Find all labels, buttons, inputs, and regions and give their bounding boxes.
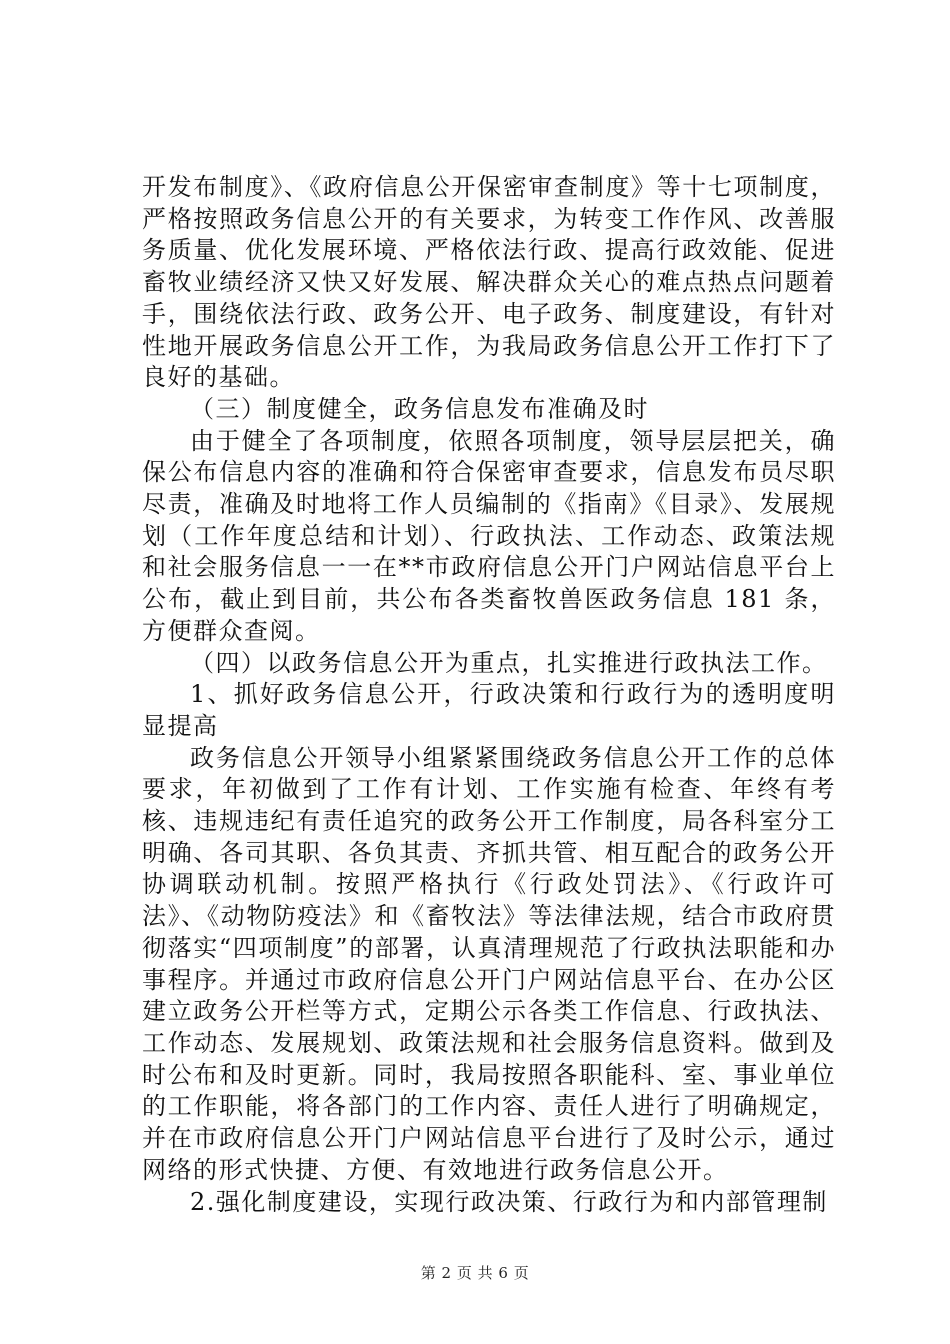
- document-body: [142, 172, 836, 1218]
- subheading-2: 2.强化制度建设，实现行政决策、行政行为和内部管理制: [190, 1187, 828, 1216]
- section-heading-3: （三）制度健全，政务信息发布准确及时: [190, 394, 649, 423]
- section-heading-4: （四）以政务信息公开为重点，扎实推进行政执法工作。: [190, 648, 828, 677]
- subheading-1: 1、抓好政务信息公开，行政决策和行政行为的透明度明显提高: [142, 680, 836, 740]
- page-footer: 第 2 页 共 6 页: [420, 1264, 530, 1282]
- paragraph-2: 由于健全了各项制度，依照各项制度，领导层层把关，确保公布信息内容的准确和符合保密审查要求，信息发布员尽职尽责，准确及时地将工作人员编制的《指南》《目录》、发展规划（工作年度总结和计划）、行政执法、工作动态、政策法规和社会服务信息一一在**市政府信息公开门户网站信息平台上公布，截止到目前，共公布各类畜牧兽医政务信息 181 条，方便群众查阅。: [142, 426, 836, 645]
- paragraph-1: 开发布制度》、《政府信息公开保密审查制度》等十七项制度，严格按照政务信息公开的有关要求，为转变工作作风、改善服务质量、优化发展环境、严格依法行政、提高行政效能、促进畜牧业绩经济又快又好发展、解决群众关心的难点热点问题着手，围绕依法行政、政务公开、电子政务、制度建设，有针对性地开展政务信息公开工作，为我局政务信息公开工作打下了良好的基础。: [142, 173, 836, 392]
- paragraph-3: 政务信息公开领导小组紧紧围绕政务信息公开工作的总体要求，年初做到了工作有计划、工作实施有检查、年终有考核、违规违纪有责任追究的政务公开工作制度，局各科室分工明确、各司其职、各负其责、齐抓共管、相互配合的政务公开协调联动机制。按照严格执行《行政处罚法》、《行政许可法》、《动物防疫法》和《畜牧法》等法律法规，结合市政府贯彻落实“四项制度”的部署，认真清理规范了行政执法职能和办事程序。并通过市政府信息公开门户网站信息平台、在办公区建立政务公开栏等方式，定期公示各类工作信息、行政执法、工作动态、发展规划、政策法规和社会服务信息资料。做到及时公布和及时更新。同时，我局按照各职能科、室、事业单位的工作职能，将各部门的工作内容、责任人进行了明确规定，并在市政府信息公开门户网站信息平台进行了及时公示，通过网络的形式快捷、方便、有效地进行政务信息公开。: [142, 743, 836, 1184]
